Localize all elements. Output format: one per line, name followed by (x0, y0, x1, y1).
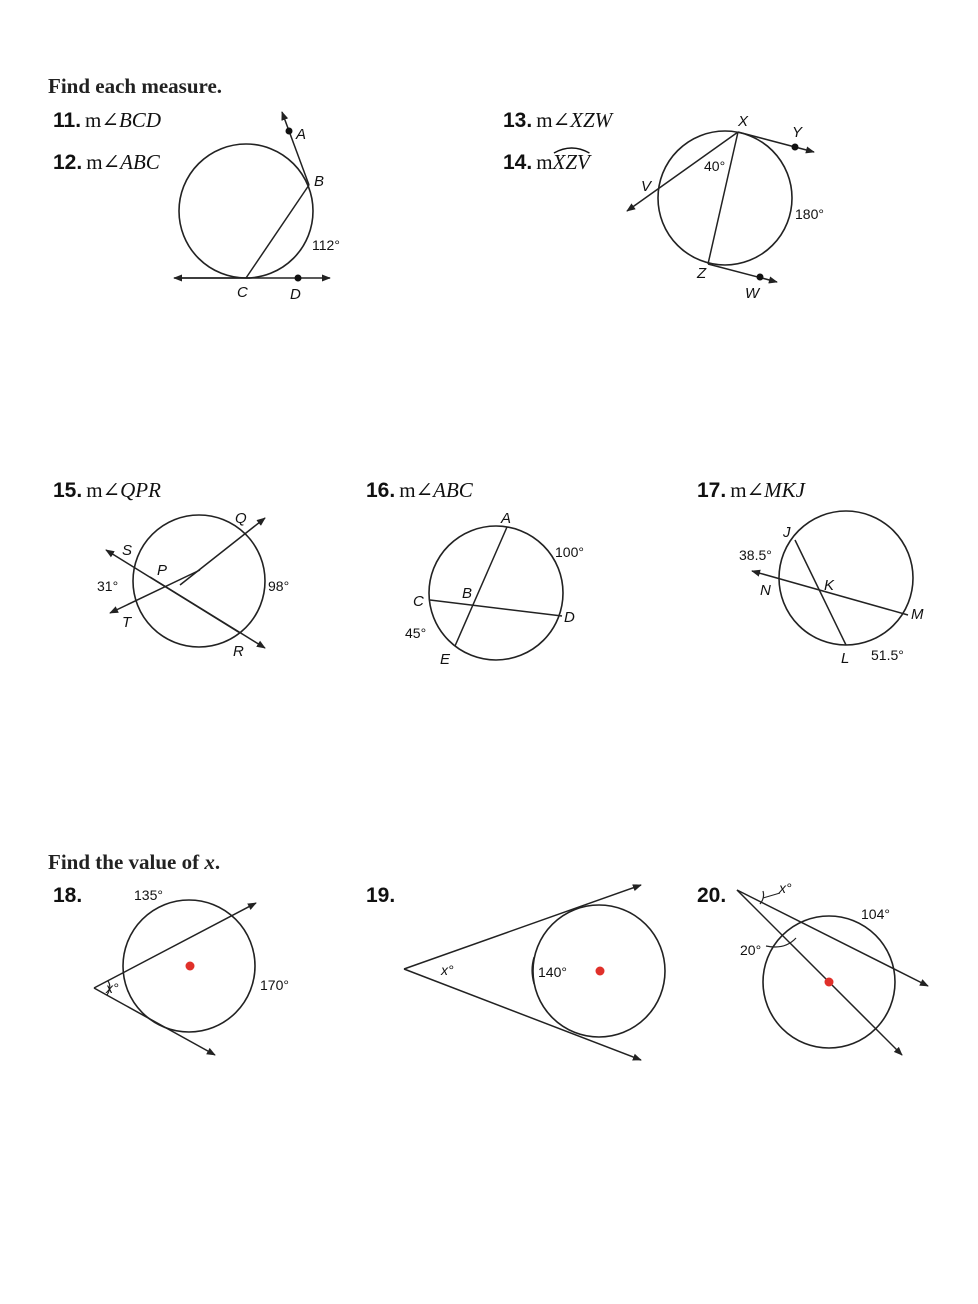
arc-measure-140: 140° (538, 964, 567, 980)
arc-measure-112: 112° (312, 237, 340, 253)
label-l: L (841, 650, 850, 667)
problem-number: 20. (697, 884, 727, 907)
angle-20-arc (766, 938, 796, 947)
angle-measure-20: 20° (740, 942, 762, 958)
arc-measure-135: 135° (134, 887, 163, 903)
problem-number: 16. (366, 479, 396, 502)
angle-name: XZW (570, 108, 613, 132)
secant-ray (737, 890, 928, 986)
arc-measure-38-5: 38.5° (739, 547, 772, 563)
angle-name: QPR (120, 478, 161, 502)
measure-prefix: m∠ (730, 478, 765, 502)
problem-number: 17. (697, 479, 727, 502)
heading-period: . (214, 850, 221, 874)
label-a: A (296, 126, 307, 143)
problem-number: 12. (53, 151, 83, 174)
angle-name: BCD (118, 108, 161, 132)
label-x: X (738, 113, 749, 130)
arc-measure-98: 98° (268, 578, 290, 594)
angle-name: ABC (433, 478, 473, 502)
arc-measure-31: 31° (97, 578, 119, 594)
label-b: B (314, 173, 325, 190)
label-r: R (233, 643, 244, 660)
problem-number: 14. (503, 151, 533, 174)
label-a: A (501, 510, 512, 527)
label-w: W (745, 285, 760, 302)
measure-prefix: m (536, 150, 553, 174)
label-s: S (122, 542, 133, 559)
label-k: K (824, 577, 835, 594)
arc-measure-180: 180° (795, 206, 824, 222)
section-heading-find-each-measure: Find each measure. (48, 74, 223, 98)
label-z: Z (697, 265, 707, 282)
angle-measure-40: 40° (704, 158, 726, 174)
angle-x-leader (763, 893, 780, 898)
angle-x: x° (441, 962, 454, 978)
label-v: V (641, 178, 652, 195)
label-n: N (760, 582, 771, 599)
measure-prefix: m∠ (536, 108, 571, 132)
label-y: Y (792, 124, 803, 141)
label-d: D (564, 609, 575, 626)
problem-number: 11. (53, 109, 82, 132)
problem-number: 13. (503, 109, 533, 132)
label-p: P (157, 562, 168, 579)
problem-number: 15. (53, 479, 83, 502)
arc-measure-104: 104° (861, 906, 890, 922)
problem-number: 19. (366, 884, 396, 907)
angle-name: ABC (120, 150, 160, 174)
measure-prefix: m∠ (86, 150, 121, 174)
angle-x: x° (106, 980, 119, 996)
angle-measure-x: x° (779, 880, 792, 896)
heading-variable: x (204, 850, 215, 874)
label-m: M (911, 606, 924, 623)
measure-prefix: m∠ (86, 478, 121, 502)
arc-letters: XZV (552, 150, 590, 174)
label-c: C (237, 284, 248, 301)
arc-measure-170: 170° (260, 977, 289, 993)
label-e: E (440, 651, 451, 668)
arc-measure-45: 45° (405, 625, 427, 641)
arc-measure-100: 100° (555, 544, 584, 560)
measure-prefix: m∠ (85, 108, 119, 132)
label-d: D (290, 286, 301, 303)
heading-text: Find the value of (48, 850, 200, 874)
center-dot (825, 978, 834, 987)
label-j: J (783, 524, 791, 541)
label-b: B (462, 585, 473, 602)
angle-name: MKJ (764, 478, 805, 502)
label-t: T (122, 614, 132, 631)
arc-measure-51-5: 51.5° (871, 647, 904, 663)
measure-prefix: m∠ (399, 478, 434, 502)
problem-number: 18. (53, 884, 83, 907)
label-c: C (413, 593, 424, 610)
label-q: Q (235, 510, 247, 527)
